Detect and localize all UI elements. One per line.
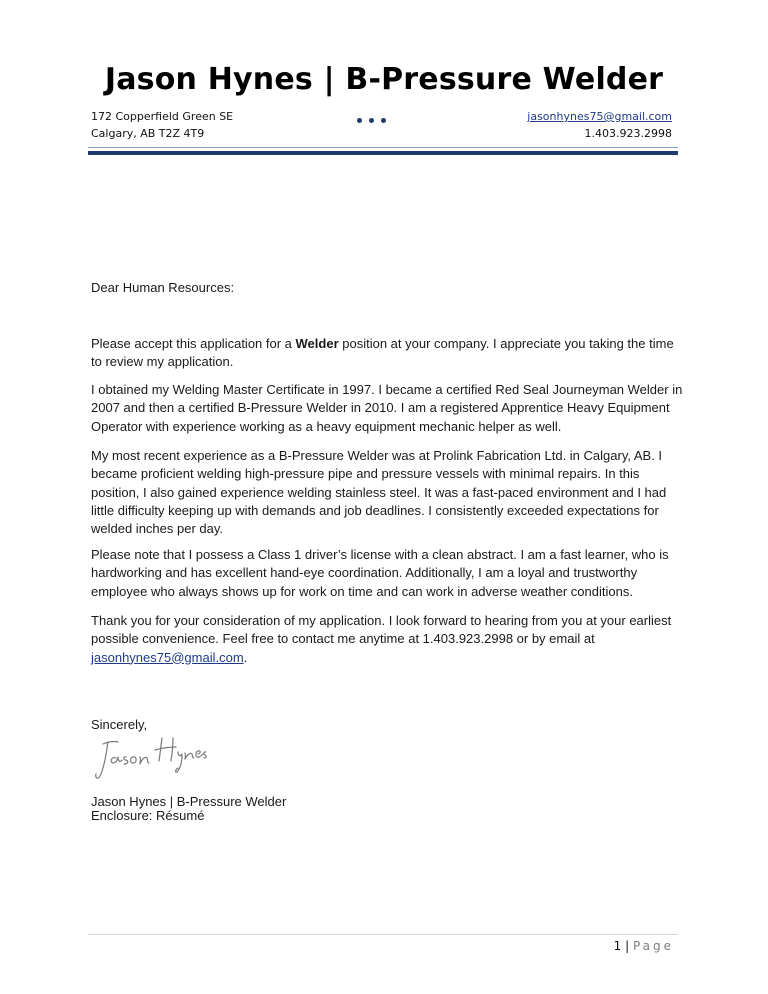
paragraph-closing-text: Thank you for your consideration of my application. I look forward to hearing from you at your earliest possible convenience. Feel free to contact me anytime at 1.403.923.2998 or by email at [91,613,672,647]
page-number [614,939,674,953]
page-title: Jason Hynes | B-Pressure Welder [104,62,664,97]
page-label: Page [632,939,674,953]
page-number-value: 1 [613,939,622,953]
header-email-link[interactable]: jasonhynes75@gmail.com [527,110,672,123]
paragraph-intro [91,335,687,372]
header-divider-thin [88,147,678,148]
decorative-dots-icon [357,110,397,118]
paragraph-closing [91,612,687,667]
header-divider [88,151,678,155]
address-line-2: Calgary, AB T2Z 4T9 [91,127,205,140]
header-phone: 1.403.923.2998 [584,127,672,140]
salutation: Dear Human Resources: [91,280,235,295]
paragraph-qualities: Please note that I possess a Class 1 driver’s license with a clean abstract. I am a fast learner, who is hardworking and has excellent hand-eye coordination. Additionally, I am a loyal and trustworthy employee who always shows up for work on time and can work in adverse weather conditions. [91,547,669,599]
paragraph-intro-text: Please accept this application for a [91,336,296,351]
position-keyword: Welder [295,336,339,351]
footer-divider [88,934,678,935]
body-email-link[interactable]: jasonhynes75@gmail.com [91,649,244,665]
page-number-separator: | [625,939,630,953]
paragraph-certifications: I obtained my Welding Master Certificate in 1997. I became a certified Red Seal Journeyman Welder in 2007 and then a certified B-Pressure Welder in 2010. I am a registered Apprentice Heavy Equipment Operator with experience working as a heavy equipment mechanic helper as well. [91,382,683,434]
paragraph-intro-text-end: position at your company. I appreciate you taking the time to review my application. [91,336,674,370]
closing: Sincerely, [91,717,148,732]
enclosure-note: Enclosure: Résumé [91,808,205,823]
handwritten-signature [94,730,209,782]
paragraph-closing-period: . [243,649,248,665]
paragraph-experience: My most recent experience as a B-Pressure Welder was at Prolink Fabrication Ltd. in Calgary, AB. I became proficient welding high-pressure pipe and pressure vessels with minimal repairs. In this position, I also gained experience welding stainless steel. It was a fast-paced environment and I had little difficulty keeping up with demands and job deadlines. I consistently exceeded expectations for welded inches per day. [91,448,667,537]
signature-name: Jason Hynes | B-Pressure Welder [91,794,287,809]
address-line-1: 172 Copperfield Green SE [91,110,234,123]
